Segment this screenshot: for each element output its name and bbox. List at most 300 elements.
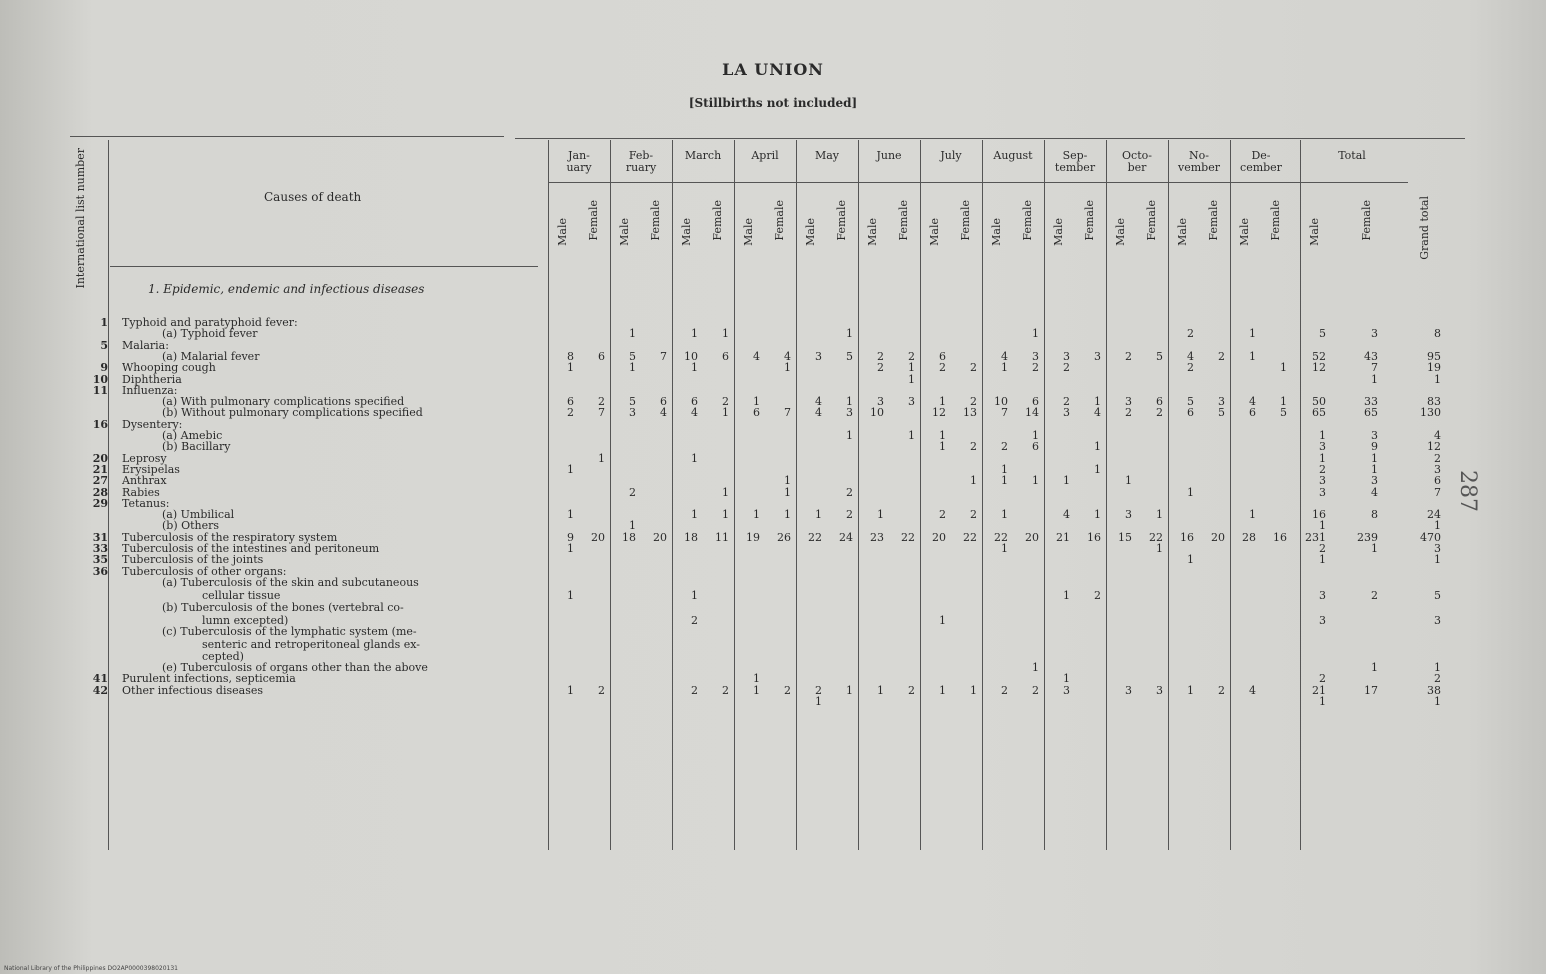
cell-value: 20 [653,530,667,544]
cell-value: 1 [815,694,822,708]
cell-value: 1 [1001,361,1008,375]
cause-label: Dysentery: [122,417,183,431]
month-header: June [876,149,902,162]
male-subheader: Male [680,218,693,246]
cell-value: 3 [1125,395,1132,409]
cell-value: 1 [1032,474,1039,488]
cell-value: 7 [1001,406,1008,420]
cell-value: 2 [970,361,977,375]
male-subheader: Male [990,218,1003,246]
cell-value: 1 [1156,508,1163,522]
cell-value: 2 [908,349,915,363]
cell-value: 1 [877,508,884,522]
table-row [0,440,1546,454]
cell-value: 1 [1434,661,1441,674]
cell-value: 2 [1032,683,1039,697]
cell-value: 1 [1001,462,1008,476]
cell-value: 1 [691,361,698,375]
cause-label: Tuberculosis of the respiratory system [122,530,338,544]
cell-value: 1 [1094,440,1101,454]
cell-value: 50 [1312,395,1326,409]
cell-value: 3 [1319,589,1326,603]
grand-total-header: Grand total [1418,196,1431,260]
cell-value: 3 [1125,683,1132,697]
cell-value: 1 [722,485,729,499]
cell-value: 19 [1427,361,1441,375]
cell-value: 5 [1280,406,1287,420]
intl-number: 31 [92,530,108,544]
cell-value: 7 [1371,361,1378,375]
cell-value: 6 [1032,440,1039,454]
cell-value: 28 [1242,530,1256,544]
cell-value: 1 [691,508,698,522]
cell-value: 1 [753,395,760,409]
cell-value: 1 [784,361,791,375]
cell-value: 2 [629,485,636,499]
cell-value: 231 [1305,530,1326,544]
cell-value: 19 [746,530,760,544]
cell-value: 7 [1434,485,1441,499]
cell-value: 6 [567,395,574,409]
cell-value: 1 [567,462,574,476]
cell-value: 18 [684,530,698,544]
month-header-rule [548,182,1408,183]
cell-value: 2 [1319,462,1326,476]
cell-value: 1 [784,508,791,522]
cell-value: 1 [691,327,698,341]
cause-label: (a) Typhoid fever [162,327,258,341]
cell-value: 20 [591,530,605,544]
cell-value: 1 [1032,661,1039,674]
cell-value: 1 [691,451,698,465]
cell-value: 1 [691,589,698,603]
male-subheader: Male [618,218,631,246]
cell-value: 4 [660,406,667,420]
cell-value: 2 [1371,589,1378,603]
cell-value: 1 [1032,429,1039,442]
header-rule-causes [110,266,538,267]
cell-value: 1 [1371,542,1378,555]
cell-value: 16 [1087,530,1101,544]
top-rule-left [70,136,504,137]
cell-value: 1 [846,683,853,697]
cell-value: 2 [1032,361,1039,375]
cell-value: 3 [1218,395,1225,409]
cell-value: 3 [1434,462,1441,476]
cell-value: 4 [1371,485,1378,499]
table-row [0,463,1546,474]
cell-value: 6 [691,395,698,409]
cell-value: 1 [1094,462,1101,476]
table-row [0,519,1546,533]
cell-value: 1 [1032,327,1039,341]
month-header: May [814,149,840,162]
cell-value: 2 [1319,542,1326,555]
male-subheader: Male [742,218,755,246]
cell-value: 1 [1319,519,1326,533]
table-row [0,661,1546,672]
cell-value: 1 [1280,361,1287,375]
cell-value: 5 [1319,327,1326,341]
table-row [0,638,1546,652]
cell-value: 95 [1427,349,1441,363]
cell-value: 2 [877,361,884,375]
table-row [0,650,1546,661]
cause-label: Whooping cough [122,361,216,375]
cause-label: Typhoid and paratyphoid fever: [122,316,298,329]
cell-value: 1 [1371,372,1378,386]
cell-value: 65 [1364,406,1378,420]
cell-value: 3 [1032,349,1039,363]
male-subheader: Male [866,218,879,246]
table-row [0,327,1546,341]
cell-value: 4 [1001,349,1008,363]
cell-value: 5 [1156,349,1163,363]
cell-value: 4 [815,406,822,420]
cell-value: 21 [1056,530,1070,544]
cell-value: 1 [784,474,791,488]
cell-value: 6 [1249,406,1256,420]
cell-value: 3 [1319,440,1326,454]
male-subheader: Male [928,218,941,246]
cell-value: 83 [1427,395,1441,409]
cell-value: 6 [1156,395,1163,409]
cell-value: 2 [1156,406,1163,420]
cause-label: (a) Tuberculosis of the skin and subcutaneous [162,575,419,589]
cell-value: 1 [1249,508,1256,522]
cell-value: 1 [1371,661,1378,674]
intl-number: 42 [92,683,108,697]
cause-label: (b) Without pulmonary complications specified [162,406,423,420]
cell-value: 4 [753,349,760,363]
female-subheader: Female [773,200,786,241]
table-row [0,625,1546,639]
cell-value: 5 [629,395,636,409]
cell-value: 3 [1319,474,1326,488]
cause-label: Tuberculosis of other organs: [122,564,287,578]
table-row [0,576,1546,587]
month-header: August [993,149,1033,162]
cell-value: 1 [753,683,760,697]
cell-value: 1 [1249,349,1256,363]
cell-value: 1 [1280,395,1287,409]
cell-value: 1 [1156,542,1163,555]
cell-value: 2 [846,485,853,499]
table-row [0,474,1546,488]
intl-number: 21 [92,462,108,476]
cause-label: (e) Tuberculosis of organs other than the above [162,661,428,674]
cell-value: 130 [1420,406,1441,420]
cause-label: Tuberculosis of the joints [122,553,264,567]
cell-value: 1 [1001,474,1008,488]
cell-value: 4 [1063,508,1070,522]
cause-label: Other infectious diseases [122,683,263,697]
cell-value: 1 [1094,395,1101,409]
cell-value: 2 [1319,672,1326,686]
female-subheader: Female [1083,200,1096,241]
cell-value: 1 [1249,327,1256,341]
month-header: No- vember [1178,149,1220,174]
cell-value: 2 [1001,683,1008,697]
cell-value: 3 [1063,406,1070,420]
intl-number: 10 [92,372,108,386]
table-row [0,531,1546,542]
page-title: LA UNION [722,60,824,79]
causes-header: Causes of death [264,190,362,204]
cell-value: 22 [901,530,915,544]
table-row [0,395,1546,409]
male-subheader: Male [1114,218,1127,246]
cause-label: (a) With pulmonary complications specified [162,395,405,409]
cause-label: cellular tissue [202,589,281,603]
cell-value: 22 [963,530,977,544]
cell-value: 65 [1312,406,1326,420]
cell-value: 10 [870,406,884,420]
cell-value: 3 [1371,429,1378,442]
cell-value: 2 [970,440,977,454]
cell-value: 239 [1357,530,1378,544]
cell-value: 38 [1427,683,1441,697]
cell-value: 3 [1319,613,1326,627]
cell-value: 6 [1187,406,1194,420]
month-header: Feb- ruary [625,149,657,174]
cause-label: Influenza: [122,383,178,397]
cell-value: 14 [1025,406,1039,420]
cell-value: 3 [1434,613,1441,627]
intl-number: 1 [100,316,108,329]
cell-value: 2 [1218,349,1225,363]
cell-value: 2 [970,395,977,409]
cell-value: 2 [1434,451,1441,465]
table-row [0,589,1546,603]
cell-value: 1 [908,429,915,442]
female-subheader: Female [587,200,600,241]
cell-value: 1 [846,327,853,341]
cell-value: 1 [567,589,574,603]
cell-value: 1 [784,485,791,499]
cell-value: 1 [970,683,977,697]
cell-value: 2 [598,683,605,697]
month-header: April [751,149,779,162]
cell-value: 9 [1371,440,1378,454]
cell-value: 6 [753,406,760,420]
cell-value: 2 [1187,327,1194,341]
cell-value: 1 [1319,451,1326,465]
cell-value: 2 [691,683,698,697]
female-subheader: Female [959,200,972,241]
cell-value: 8 [567,349,574,363]
cell-value: 26 [777,530,791,544]
cell-value: 2 [1001,440,1008,454]
female-subheader: Female [1360,200,1373,241]
cell-value: 2 [939,361,946,375]
cell-value: 3 [1094,349,1101,363]
cause-label: (c) Tuberculosis of the lymphatic system (me- [162,625,417,639]
cell-value: 1 [939,429,946,442]
female-subheader: Female [1145,200,1158,241]
male-subheader: Male [1308,218,1321,246]
cause-label: Tuberculosis of the intestines and peritoneum [122,542,380,555]
cell-value: 4 [1094,406,1101,420]
cell-value: 17 [1364,683,1378,697]
cell-value: 52 [1312,349,1326,363]
cell-value: 1 [1125,474,1132,488]
cell-value: 1 [567,361,574,375]
cell-value: 1 [1094,508,1101,522]
female-subheader: Female [1021,200,1034,241]
cause-label: lumn excepted) [202,613,289,627]
cell-value: 24 [1427,508,1441,522]
cell-value: 10 [994,395,1008,409]
cause-label: (b) Bacillary [162,440,231,454]
footer-credit: National Library of the Philippines DO2AP0000398020131 [4,965,178,972]
cell-value: 2 [1187,361,1194,375]
cell-value: 5 [1434,589,1441,603]
table-row [0,418,1546,429]
cell-value: 2 [908,683,915,697]
cell-value: 13 [963,406,977,420]
cell-value: 7 [598,406,605,420]
cell-value: 2 [784,683,791,697]
cell-value: 2 [1218,683,1225,697]
cell-value: 1 [567,542,574,555]
cell-value: 2 [846,508,853,522]
cell-value: 3 [1319,485,1326,499]
section-title: 1. Epidemic, endemic and infectious diseases [148,282,425,296]
cause-label: Diphtheria [122,372,182,386]
cause-label: Tetanus: [122,496,170,510]
table-row [0,350,1546,361]
cell-value: 2 [1063,395,1070,409]
cell-value: 1 [1434,519,1441,533]
cause-label: (a) Amebic [162,429,223,442]
cell-value: 20 [1025,530,1039,544]
cell-value: 1 [753,672,760,686]
cell-value: 1 [1319,694,1326,708]
cell-value: 12 [1427,440,1441,454]
cell-value: 4 [1434,429,1441,442]
cell-value: 4 [1249,683,1256,697]
cell-value: 33 [1364,395,1378,409]
cell-value: 2 [1125,406,1132,420]
cell-value: 4 [1187,349,1194,363]
cell-value: 5 [1218,406,1225,420]
table-row [0,601,1546,612]
table-row [0,542,1546,553]
cell-value: 1 [1187,683,1194,697]
page-subtitle: [Stillbirths not included] [688,96,858,110]
cell-value: 1 [939,440,946,454]
cell-value: 15 [1118,530,1132,544]
cell-value: 8 [1371,508,1378,522]
cell-value: 11 [715,530,729,544]
cell-value: 2 [1094,589,1101,603]
cell-value: 4 [1249,395,1256,409]
table-row [0,373,1546,384]
cell-value: 1 [1001,542,1008,555]
cell-value: 6 [660,395,667,409]
cell-value: 3 [629,406,636,420]
cell-value: 2 [722,683,729,697]
cell-value: 1 [567,508,574,522]
table-row [0,316,1546,327]
cell-value: 16 [1273,530,1287,544]
cause-label: (a) Malarial fever [162,349,260,363]
cell-value: 1 [939,613,946,627]
cause-label: senteric and retroperitoneal glands ex- [202,638,421,652]
table-row [0,695,1546,706]
cell-value: 7 [660,349,667,363]
female-subheader: Female [649,200,662,241]
table-row [0,406,1546,420]
intl-number: 20 [92,451,108,465]
cause-label: (a) Umbilical [162,508,235,522]
cell-value: 3 [1371,327,1378,341]
intl-list-header: International list number [74,148,87,289]
cell-value: 1 [1319,553,1326,567]
table-row [0,429,1546,440]
intl-number: 28 [92,485,108,499]
cell-value: 23 [870,530,884,544]
table-row [0,508,1546,522]
female-subheader: Female [897,200,910,241]
intl-number: 35 [92,553,108,567]
cell-value: 1 [598,451,605,465]
cause-label: cepted) [202,649,244,663]
table-row [0,672,1546,686]
male-subheader: Male [1176,218,1189,246]
intl-number: 29 [92,496,108,510]
cell-value: 470 [1420,530,1441,544]
intl-number: 41 [92,672,108,686]
cause-label: Leprosy [122,451,167,465]
cell-value: 1 [722,406,729,420]
cell-value: 5 [1187,395,1194,409]
cell-value: 2 [939,508,946,522]
cell-value: 1 [908,372,915,386]
cell-value: 20 [1211,530,1225,544]
female-subheader: Female [835,200,848,241]
cell-value: 12 [1312,361,1326,375]
table-row [0,553,1546,567]
cell-value: 1 [939,395,946,409]
cell-value: 1 [1063,672,1070,686]
cell-value: 6 [939,349,946,363]
intl-number: 16 [92,417,108,431]
cell-value: 3 [1125,508,1132,522]
cell-value: 3 [815,349,822,363]
cell-value: 2 [877,349,884,363]
cell-value: 2 [1434,672,1441,686]
intl-number: 36 [92,564,108,578]
cell-value: 2 [1125,349,1132,363]
cell-value: 3 [877,395,884,409]
cause-label: Anthrax [122,474,167,488]
cell-value: 1 [629,327,636,341]
cell-value: 22 [808,530,822,544]
cause-label: Rabies [122,485,160,499]
intl-number: 11 [92,383,108,397]
cell-value: 10 [684,349,698,363]
cell-value: 2 [1063,361,1070,375]
cell-value: 16 [1312,508,1326,522]
cell-value: 3 [1371,474,1378,488]
cell-value: 1 [1187,553,1194,567]
cell-value: 1 [1001,508,1008,522]
cell-value: 6 [1032,395,1039,409]
cell-value: 1 [1434,553,1441,567]
page-number: 287 [1455,470,1480,512]
